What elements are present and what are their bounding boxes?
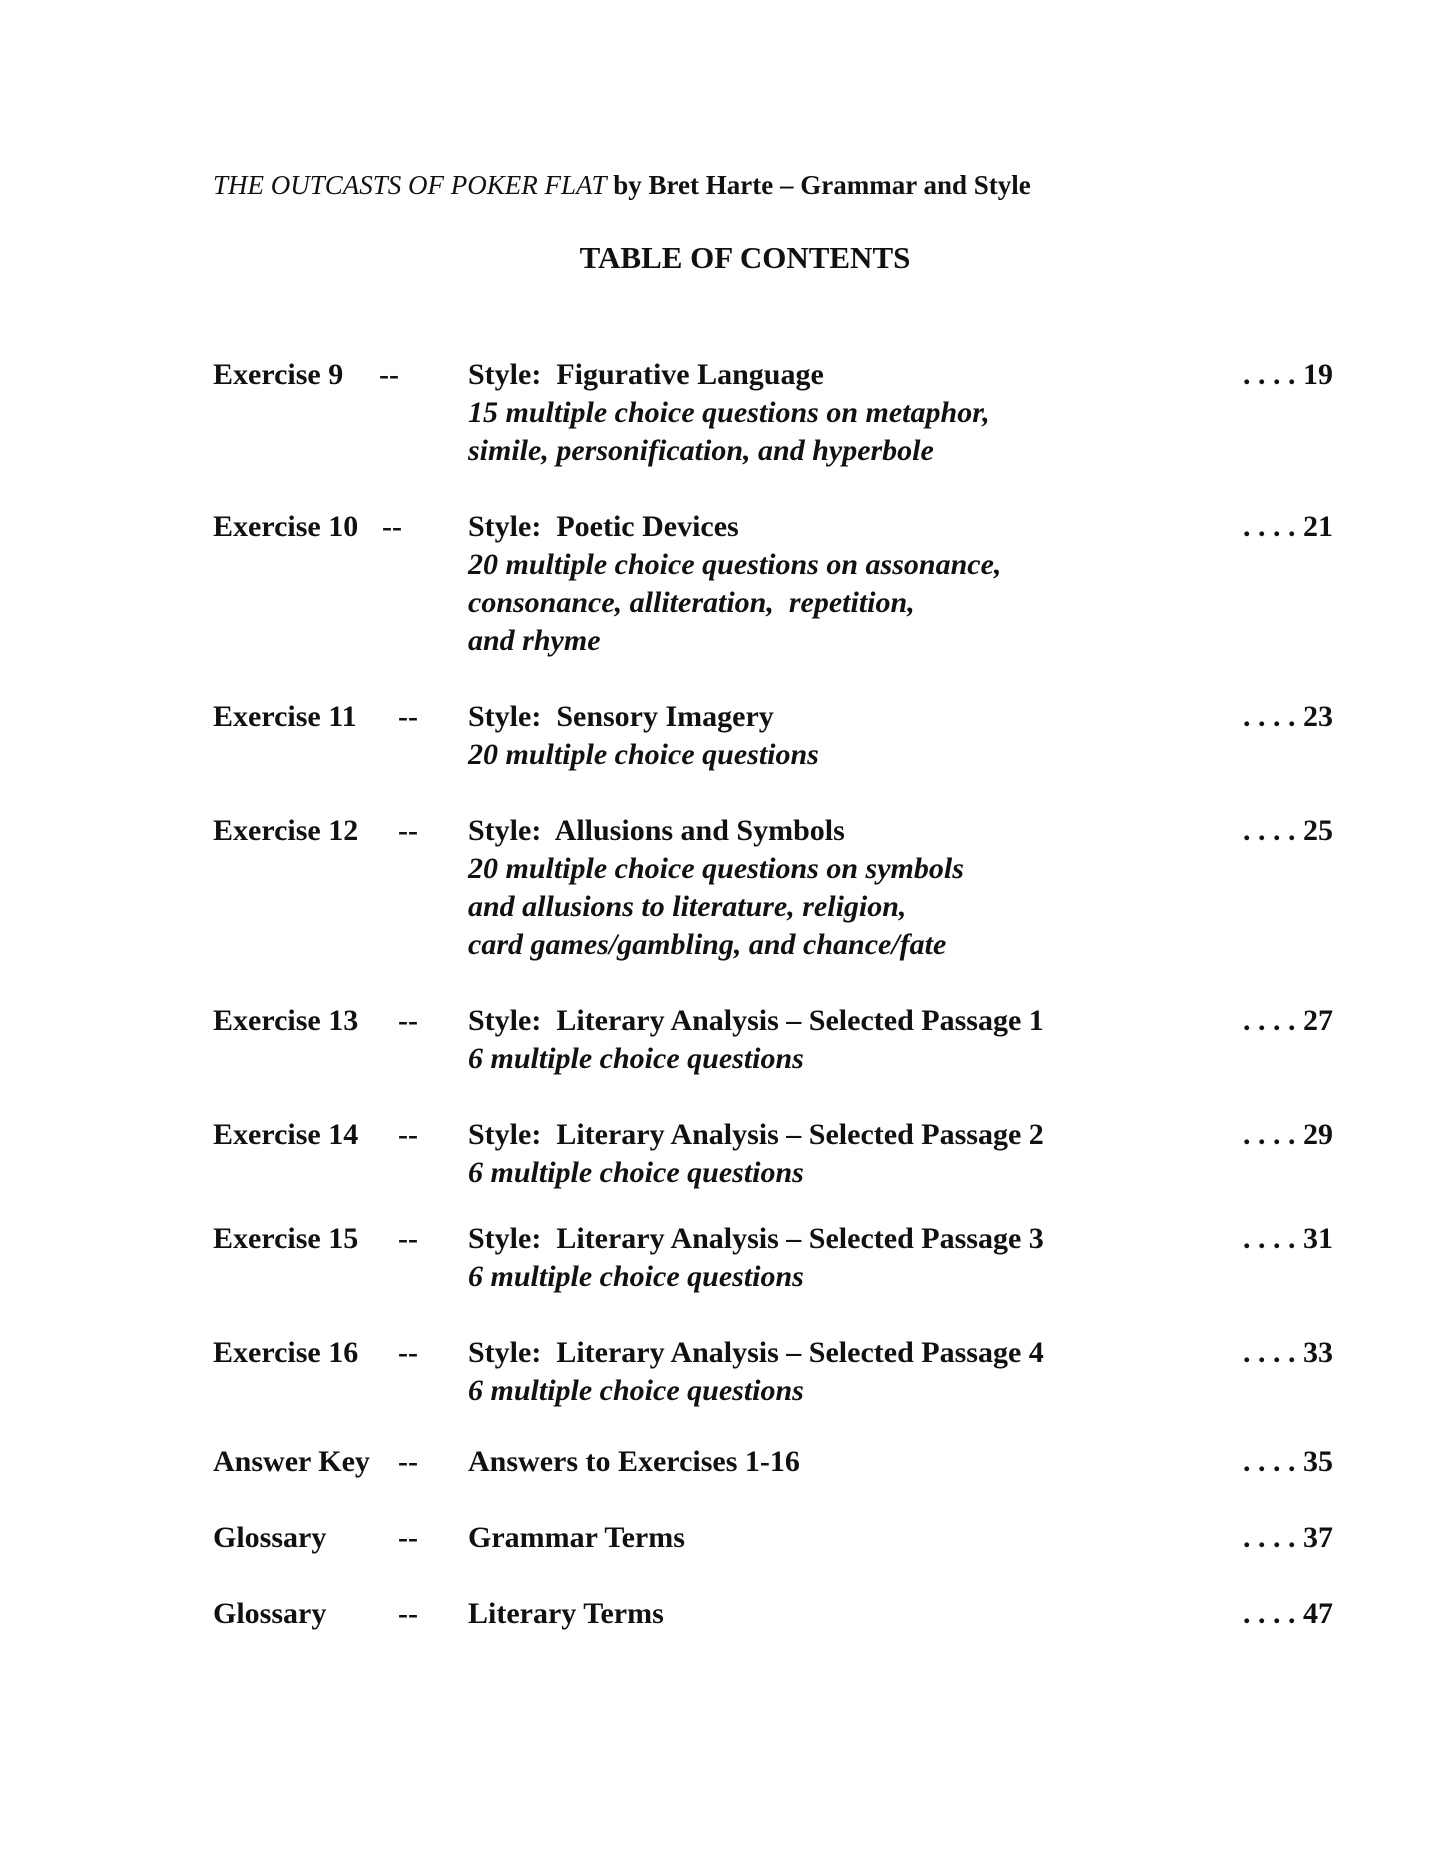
- entry-dash: --: [398, 1118, 418, 1151]
- entry-description: [468, 1040, 1168, 1078]
- entry-label: Exercise 11: [213, 700, 357, 733]
- entry-label: Exercise 16: [213, 1336, 359, 1369]
- entry-dash: --: [398, 1521, 418, 1554]
- entry-title: Style: Sensory Imagery: [468, 700, 774, 733]
- entry-dash: --: [398, 1445, 418, 1478]
- entry-label: Exercise 10: [213, 510, 359, 543]
- entry-description: [468, 1154, 1168, 1192]
- entry-title: Style: Literary Analysis – Selected Passage 4: [468, 1336, 1044, 1369]
- entry-content: [468, 1443, 1168, 1481]
- entry-content: [468, 1220, 1168, 1296]
- entry-title: Answers to Exercises 1-16: [468, 1445, 800, 1478]
- entry-description-line: 15 multiple choice questions on metaphor,: [468, 396, 990, 429]
- entry-title: Style: Allusions and Symbols: [468, 814, 845, 847]
- entry-page-number: . . . . 19: [1243, 358, 1333, 391]
- entry-description-line: card games/gambling, and chance/fate: [468, 928, 947, 961]
- entry-content: [468, 1334, 1168, 1410]
- entry-content: [468, 1116, 1168, 1192]
- entry-title: Grammar Terms: [468, 1521, 685, 1554]
- entry-content: [468, 1595, 1168, 1633]
- entry-label: Exercise 13: [213, 1004, 359, 1037]
- entry-content: [468, 698, 1168, 774]
- entry-description: [468, 546, 1168, 660]
- entry-description-line: simile, personification, and hyperbole: [468, 434, 934, 467]
- entry-dash: --: [398, 1004, 418, 1037]
- entry-description: [468, 1372, 1168, 1410]
- entry-page-number: . . . . 47: [1243, 1597, 1333, 1630]
- entry-description-line: and allusions to literature, religion,: [468, 890, 907, 923]
- toc-heading: TABLE OF CONTENTS: [579, 240, 911, 275]
- entry-description-line: 6 multiple choice questions: [468, 1260, 804, 1293]
- entry-description-line: 20 multiple choice questions: [468, 738, 819, 771]
- entry-dash: --: [398, 814, 418, 847]
- entry-label: Exercise 14: [213, 1118, 359, 1151]
- entry-description-line: 20 multiple choice questions on assonance,: [468, 548, 1002, 581]
- entry-dash: --: [398, 1222, 418, 1255]
- entry-title: Literary Terms: [468, 1597, 664, 1630]
- entry-description: [468, 394, 1168, 470]
- entry-label: Exercise 12: [213, 814, 359, 847]
- entry-content: [468, 1519, 1168, 1557]
- entry-title: Style: Literary Analysis – Selected Passage 3: [468, 1222, 1044, 1255]
- entry-description: [468, 850, 1168, 964]
- entry-page-number: . . . . 33: [1243, 1336, 1333, 1369]
- entry-page-number: . . . . 25: [1243, 814, 1333, 847]
- entry-description: [468, 1258, 1168, 1296]
- entry-content: [468, 508, 1168, 660]
- entry-page-number: . . . . 29: [1243, 1118, 1333, 1151]
- entry-description-line: consonance, alliteration, repetition,: [468, 586, 915, 619]
- entry-page-number: . . . . 27: [1243, 1004, 1333, 1037]
- entry-dash: --: [382, 510, 402, 543]
- book-title: THE OUTCASTS OF POKER FLAT: [213, 170, 607, 200]
- entry-description-line: 6 multiple choice questions: [468, 1042, 804, 1075]
- header-subtitle: by Bret Harte – Grammar and Style: [606, 170, 1031, 200]
- entry-content: [468, 1002, 1168, 1078]
- entry-label: Answer Key: [213, 1445, 370, 1478]
- entry-page-number: . . . . 35: [1243, 1445, 1333, 1478]
- entry-description-line: 6 multiple choice questions: [468, 1156, 804, 1189]
- entry-title: Style: Figurative Language: [468, 358, 824, 391]
- document-header: [213, 170, 1031, 201]
- entry-label: Exercise 15: [213, 1222, 359, 1255]
- entry-description-line: 20 multiple choice questions on symbols: [468, 852, 964, 885]
- entry-content: [468, 356, 1168, 470]
- entry-label: Exercise 9: [213, 358, 344, 391]
- entry-dash: --: [398, 700, 418, 733]
- entry-title: Style: Literary Analysis – Selected Passage 1: [468, 1004, 1044, 1037]
- entry-page-number: . . . . 21: [1243, 510, 1333, 543]
- entry-title: Style: Literary Analysis – Selected Passage 2: [468, 1118, 1044, 1151]
- entry-page-number: . . . . 31: [1243, 1222, 1333, 1255]
- entry-label: Glossary: [213, 1521, 327, 1554]
- entry-page-number: . . . . 37: [1243, 1521, 1333, 1554]
- entry-dash: --: [398, 1597, 418, 1630]
- entry-page-number: . . . . 23: [1243, 700, 1333, 733]
- entry-content: [468, 812, 1168, 964]
- entry-description-line: and rhyme: [468, 624, 601, 657]
- entry-dash: --: [379, 358, 399, 391]
- entry-label: Glossary: [213, 1597, 327, 1630]
- entry-description: [468, 736, 1168, 774]
- entry-description-line: 6 multiple choice questions: [468, 1374, 804, 1407]
- entry-title: Style: Poetic Devices: [468, 510, 739, 543]
- entry-dash: --: [398, 1336, 418, 1369]
